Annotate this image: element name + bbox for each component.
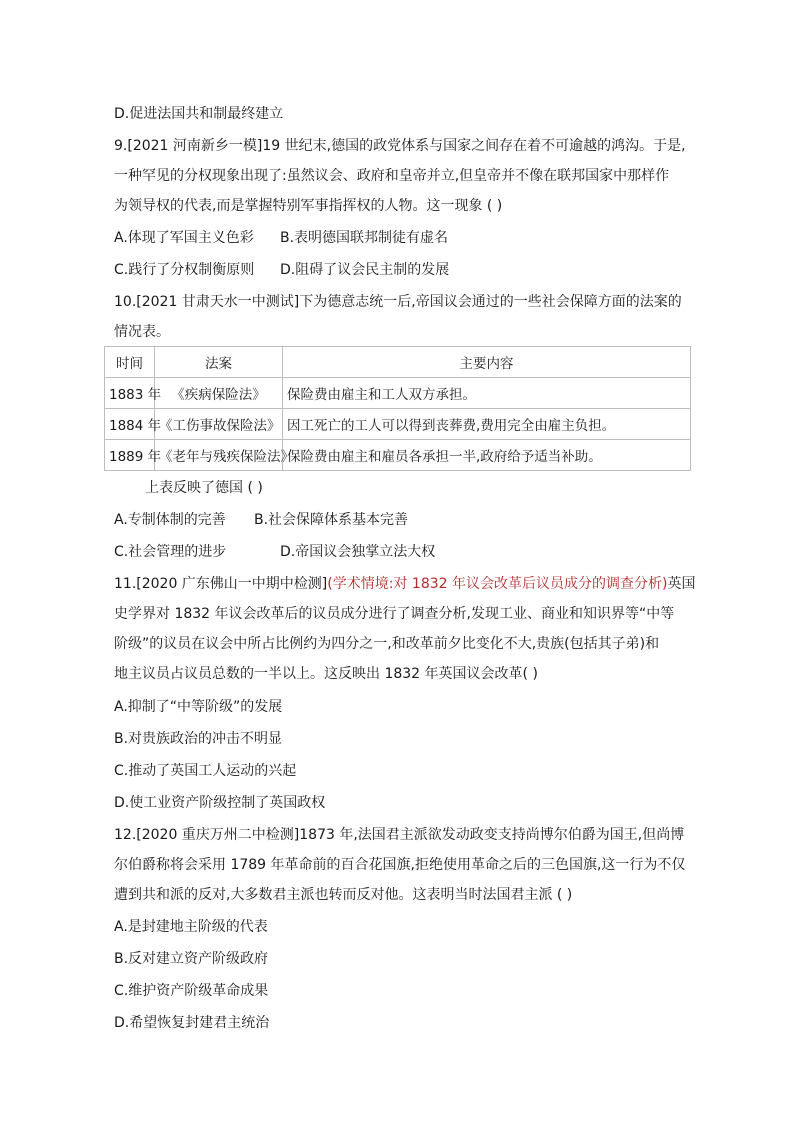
q9-stem-line-2: 一种罕见的分权现象出现了:虽然议会、政府和皇帝并立,但皇帝并不像在联邦国家中那样作	[114, 168, 670, 184]
header-time: 时间	[105, 347, 155, 378]
q9-option-b: B.表明德国联邦制徒有虚名	[280, 230, 449, 246]
cell-law: 《工伤事故保险法》	[155, 409, 283, 440]
header-content: 主要内容	[283, 347, 691, 378]
cell-year: 1889 年	[105, 440, 155, 471]
table-row	[105, 378, 691, 409]
q11-option-a: A.抑制了“中等阶级”的发展	[114, 699, 283, 715]
q12-stem-line-1: 12.[2020 重庆万州二中检测]1873 年,法国君主派欲发动政变支持尚博尔伯爵为国王,但尚博	[114, 827, 685, 843]
q12-stem-line-3: 遭到共和派的反对,大多数君主派也转而反对他。这表明当时法国君主派 ( )	[114, 887, 573, 903]
cell-content: 保险费由雇主和雇员各承担一半,政府给予适当补助。	[283, 440, 691, 471]
q11-option-c: C.推动了英国工人运动的兴起	[114, 763, 297, 779]
table-row	[105, 440, 691, 471]
q11-option-d: D.使工业资产阶级控制了英国政权	[114, 795, 326, 811]
q11-stem-line-4: 地主议员占议员总数的一半以上。这反映出 1832 年英国议会改革( )	[114, 666, 538, 682]
q10-option-d: D.帝国议会独掌立法大权	[280, 544, 436, 560]
cell-content: 因工死亡的工人可以得到丧葬费,费用完全由雇主负担。	[283, 409, 691, 440]
table-row	[105, 409, 691, 440]
q10-stem-line-2: 情况表。	[114, 324, 170, 340]
cell-law: 《疾病保险法》	[155, 378, 283, 409]
header-law: 法案	[155, 347, 283, 378]
cell-year: 1884 年	[105, 409, 155, 440]
q12-option-c: C.维护资产阶级革命成果	[114, 983, 269, 999]
q12-option-a: A.是封建地主阶级的代表	[114, 919, 268, 935]
q9-option-d: D.阻碍了议会民主制的发展	[280, 262, 450, 278]
q11-option-b: B.对贵族政治的冲击不明显	[114, 731, 283, 747]
q9-option-c: C.践行了分权制衡原则	[114, 262, 255, 278]
q9-option-a: A.体现了军国主义色彩	[114, 230, 254, 246]
table-header-row	[105, 347, 691, 378]
q8-option-d: D.促进法国共和制最终建立	[114, 106, 284, 122]
q11-stem-line-3: 阶级”的议员在议会中所占比例约为四分之一,和改革前夕比变化不大,贵族(包括其子弟)和	[114, 636, 660, 652]
q10-stem-line-1: 10.[2021 甘肃天水一中测试]下为德意志统一后,帝国议会通过的一些社会保障方面的法案的	[114, 294, 682, 310]
q11-source: 11.[2020 广东佛山一中期中检测]	[114, 576, 328, 592]
law-table	[104, 346, 691, 471]
q12-option-d: D.希望恢复封建君主统治	[114, 1015, 270, 1031]
q10-option-c: C.社会管理的进步	[114, 544, 227, 560]
q10-option-a: A.专制体制的完善	[114, 512, 226, 528]
q12-stem-line-2: 尔伯爵称将会采用 1789 年革命前的百合花国旗,拒绝使用革命之后的三色国旗,这一行为不仅	[114, 857, 686, 873]
q9-stem-line-1: 9.[2021 河南新乡一模]19 世纪末,德国的政党体系与国家之间存在着不可逾越的鸿沟。于是,	[114, 138, 686, 154]
q11-context-tag: (学术情境:对 1832 年议会改革后议员成分的调查分析)	[327, 576, 668, 592]
cell-law: 《老年与残疾保险法》	[155, 440, 283, 471]
q12-option-b: B.反对建立资产阶级政府	[114, 951, 269, 967]
cell-content: 保险费由雇主和工人双方承担。	[283, 378, 691, 409]
q11-stem-line-2: 史学界对 1832 年议会改革后的议员成分进行了调查分析,发现工业、商业和知识界等“中等	[114, 606, 675, 622]
q9-stem-line-3: 为领导权的代表,而是掌握特别军事指挥权的人物。这一现象 ( )	[114, 198, 503, 214]
q10-option-b: B.社会保障体系基本完善	[254, 512, 409, 528]
q11-stem-line-1	[114, 574, 695, 594]
q10-question: 上表反映了德国 ( )	[145, 480, 263, 496]
cell-year: 1883 年	[105, 378, 155, 409]
q11-stem-start: 英国	[667, 576, 696, 592]
